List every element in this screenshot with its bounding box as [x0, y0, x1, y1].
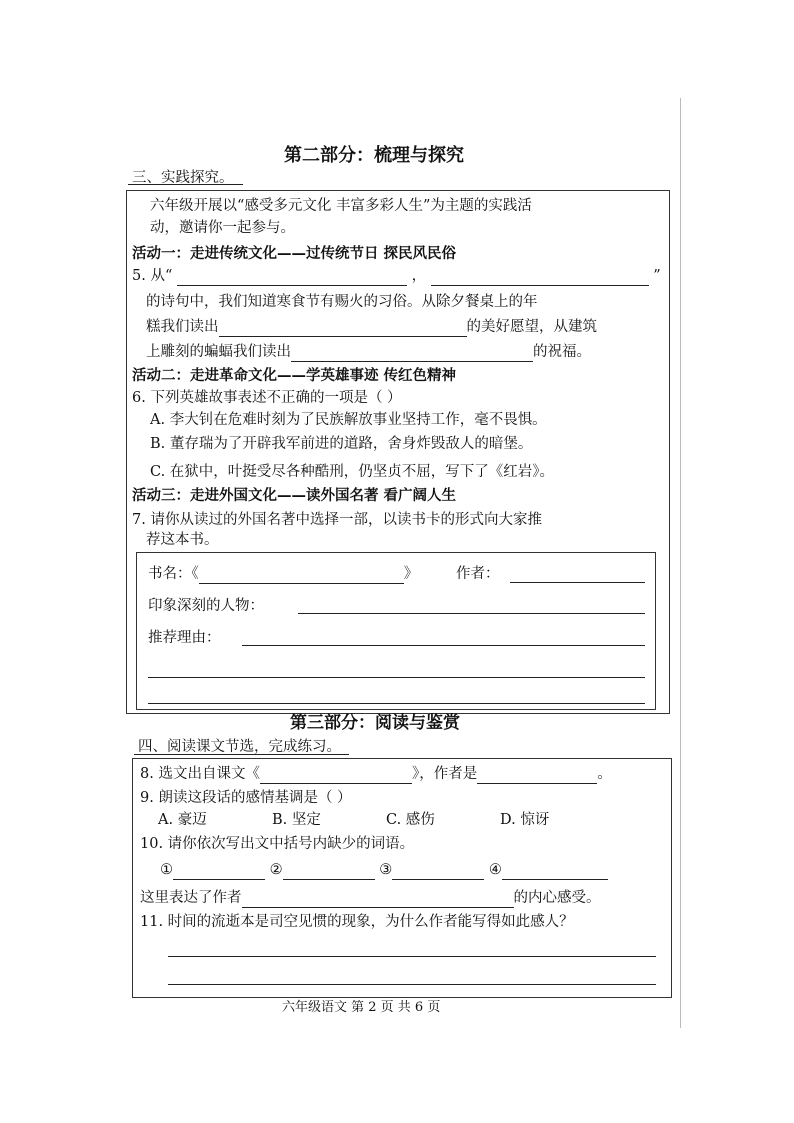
card-character-blank[interactable] [298, 613, 645, 614]
q9-option-c[interactable]: C. 感伤 [386, 812, 435, 828]
q6-option-b[interactable]: B. 董存瑞为了开辟我军前进的道路，舍身炸毁敌人的暗堡。 [150, 436, 533, 452]
q8-author-blank[interactable] [477, 767, 597, 784]
q11-blank-1[interactable] [168, 956, 656, 957]
section4-underline [134, 754, 349, 755]
q5-line2: 的诗句中，我们知道寒食节有赐火的习俗。从除夕餐桌上的年 [146, 294, 538, 310]
q9-option-b[interactable]: B. 坚定 [272, 812, 321, 828]
q10-blank-1[interactable] [173, 863, 265, 880]
q10-expression [140, 888, 601, 908]
q8-text-a: 8. 选文出自课文《 [140, 766, 260, 782]
section4-heading: 四、阅读课文节选，完成练习。 [138, 739, 341, 755]
card-book-open: 书名：《 [148, 566, 199, 582]
q5-line4-text-b: 的祝福。 [533, 344, 591, 360]
q5-close-quote: ” [653, 268, 661, 284]
activity3-heading: 活动三：走进外国文化——读外国名著 看广阔人生 [132, 488, 457, 504]
card-reason-blank-1[interactable] [242, 645, 645, 646]
q11-stem: 11. 时间的流逝本是司空见惯的现象，为什么作者能写得如此感人？ [140, 914, 574, 930]
q9-option-a[interactable]: A. 豪迈 [158, 812, 207, 828]
q7-line1: 7. 请你从读过的外国名著中选择一部，以读书卡的形式向大家推 [132, 512, 542, 528]
q5-blank-2[interactable] [431, 269, 649, 286]
intro-line-2: 动，邀请你一起参与。 [150, 220, 295, 236]
part2-title: 第二部分：梳理与探究 [284, 145, 464, 166]
card-reason-blank-3[interactable] [148, 703, 645, 704]
q6-stem: 6. 下列英雄故事表述不正确的一项是（ ） [132, 390, 402, 406]
q8-text-b: 》，作者是 [411, 766, 478, 782]
card-author-blank[interactable] [510, 582, 645, 583]
q5-line3-text-a: 糕我们读出 [146, 319, 219, 335]
q10-mark-1: ① [160, 862, 173, 878]
part3-title: 第三部分：阅读与鉴赏 [290, 713, 460, 733]
card-book-close: 》 [403, 566, 419, 582]
q8-title-blank[interactable] [260, 767, 412, 784]
q9-stem: 9. 朗读这段话的感情基调是（ ） [140, 790, 352, 806]
card-author-label: 作者： [456, 566, 500, 582]
q6-option-c[interactable]: C. 在狱中，叶挺受尽各种酷刑，仍坚贞不屈，写下了《红岩》。 [150, 464, 555, 480]
q5-line4 [146, 342, 591, 362]
q10-mark-3: ③ [379, 862, 393, 878]
activity2-heading: 活动二：走进革命文化——学英雄事迹 传红色精神 [132, 368, 457, 384]
card-book-label [148, 564, 418, 584]
q5-line1 [132, 266, 661, 286]
q10-blank-3[interactable] [392, 863, 484, 880]
page-footer: 六年级语文 第 2 页 共 6 页 [282, 1000, 441, 1015]
q5-line4-text-a: 上雕刻的蝙蝠我们读出 [146, 344, 291, 360]
card-reason-label: 推荐理由： [148, 630, 221, 646]
q10-mark-4: ④ [488, 862, 502, 878]
q10-expr-text-b: 的内心感受。 [513, 890, 601, 906]
activity1-heading: 活动一：走进传统文化——过传统节日 探民风民俗 [132, 246, 457, 262]
q10-blank-2[interactable] [283, 863, 375, 880]
q5-blank-4[interactable] [291, 345, 533, 362]
q5-line3 [146, 317, 597, 337]
q10-answers [160, 860, 608, 880]
q5-line3-text-b: 的美好愿望，从建筑 [466, 319, 597, 335]
card-reason-blank-2[interactable] [148, 677, 645, 678]
intro-line-1: 六年级开展以“感受多元文化 丰富多彩人生”为主题的实践活 [150, 198, 532, 214]
card-book-blank[interactable] [199, 567, 404, 584]
q8-text-c: 。 [597, 766, 612, 782]
q8 [140, 764, 612, 784]
q7-line2: 荐这本书。 [146, 532, 219, 548]
q5-blank-1[interactable] [177, 269, 407, 286]
q10-feeling-blank[interactable] [242, 891, 514, 908]
q11-blank-2[interactable] [168, 984, 656, 985]
q10-mark-2: ② [269, 862, 283, 878]
q9-option-d[interactable]: D. 惊讶 [500, 812, 550, 828]
q10-blank-4[interactable] [502, 863, 608, 880]
q10-stem: 10. 请你依次写出文中括号内缺少的词语。 [140, 836, 415, 852]
q6-option-a[interactable]: A. 李大钊在危难时刻为了民族解放事业坚持工作，毫不畏惧。 [150, 412, 547, 428]
section3-heading: 三、实践探究。 [132, 170, 234, 186]
q5-prefix: 5. 从“ [132, 268, 173, 284]
q5-blank-3[interactable] [219, 320, 467, 337]
q10-expr-text-a: 这里表达了作者 [140, 890, 242, 906]
page-margin-rule [680, 98, 681, 1028]
q5-comma: ， [411, 268, 427, 284]
card-character-label: 印象深刻的人物： [148, 598, 264, 614]
section3-underline [128, 184, 243, 185]
